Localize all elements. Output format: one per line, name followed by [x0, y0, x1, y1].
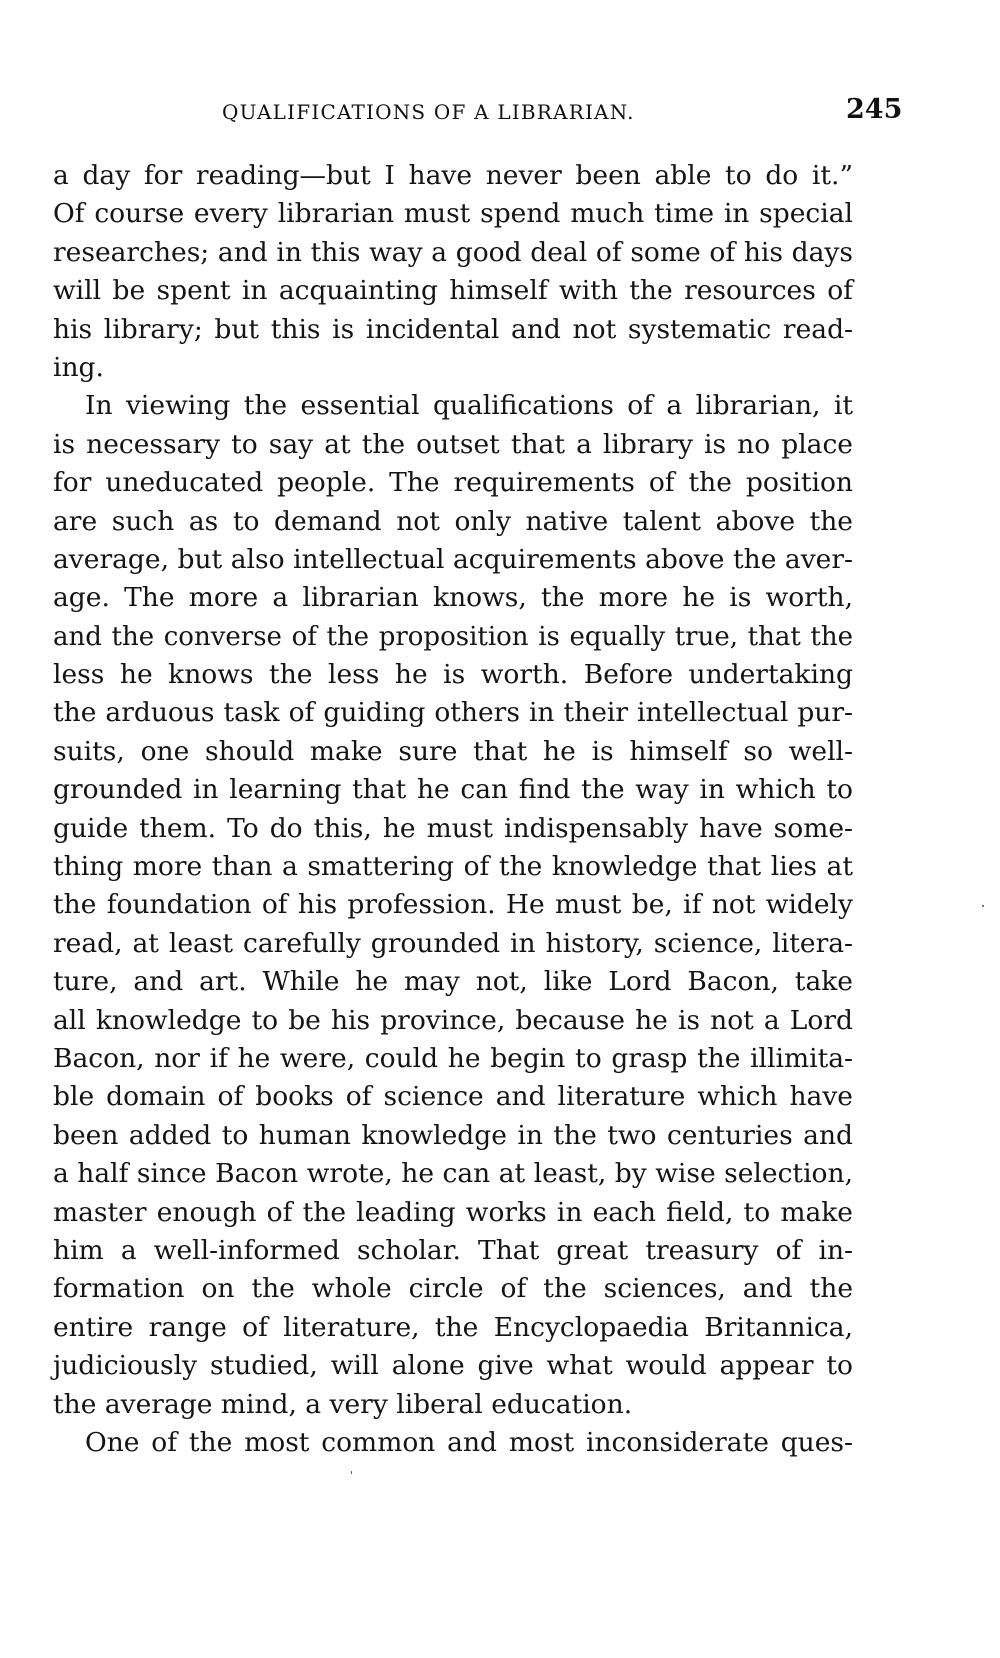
text-line: entire range of literature, the Encyclopaedia Britannica, [53, 1311, 853, 1343]
text-line: Bacon, nor if he were, could he begin to grasp the illimita- [53, 1042, 853, 1074]
text-line: the average mind, a very liberal education. [53, 1388, 633, 1420]
text-line: his library; but this is incidental and not systematic read- [53, 313, 853, 345]
page-number: 245 [846, 94, 903, 125]
text-line: researches; and in this way a good deal of some of his days [53, 236, 853, 268]
text-line: read, at least carefully grounded in history, science, litera- [53, 927, 853, 959]
text-line: all knowledge to be his province, because he is not a Lord [53, 1004, 853, 1036]
text-line: judiciously studied, will alone give what would appear to [53, 1350, 853, 1382]
scan-speck [351, 1471, 352, 1474]
text-line: thing more than a smattering of the knowledge that lies at [53, 851, 853, 883]
text-line: formation on the whole circle of the sciences, and the [53, 1273, 853, 1305]
text-line: less he knows the less he is worth. Before undertaking [53, 659, 853, 691]
text-line: will be spent in acquainting himself with the resources of [53, 275, 853, 307]
text-line: suits, one should make sure that he is himself so well- [53, 735, 853, 767]
text-line: master enough of the leading works in each field, to make [53, 1196, 853, 1228]
text-line: grounded in learning that he can find the way in which to [53, 774, 853, 806]
body-text [53, 157, 853, 1462]
text-line: age. The more a librarian knows, the more he is worth, [53, 582, 853, 614]
text-line: a day for reading—but I have never been able to do it.” [53, 160, 853, 191]
running-head [0, 94, 1000, 134]
text-line: guide them. To do this, he must indispensably have some- [53, 812, 853, 844]
text-line: are such as to demand not only native talent above the [53, 505, 853, 537]
text-line: average, but also intellectual acquirements above the aver- [53, 543, 853, 575]
text-line: ble domain of books of science and literature which have [53, 1081, 853, 1113]
text-line: for uneducated people. The requirements of the position [53, 467, 853, 499]
text-line: In viewing the essential qualifications of a librarian, it [85, 390, 853, 422]
text-line: ture, and art. While he may not, like Lord Bacon, take [53, 966, 853, 998]
text-line: a half since Bacon wrote, he can at least, by wise selection, [53, 1158, 853, 1190]
text-line: One of the most common and most inconsiderate ques- [85, 1426, 853, 1458]
running-title: QUALIFICATIONS OF A LIBRARIAN. [222, 100, 635, 124]
scan-speck [982, 905, 984, 907]
text-line: ing. [53, 351, 104, 383]
text-line: the arduous task of guiding others in their intellectual pur- [53, 697, 853, 729]
text-line: the foundation of his profession. He must be, if not widely [53, 889, 853, 921]
text-line: Of course every librarian must spend much time in special [53, 198, 853, 230]
text-line: is necessary to say at the outset that a library is no place [53, 428, 853, 460]
text-line: been added to human knowledge in the two centuries and [53, 1119, 853, 1151]
text-line: him a well-informed scholar. That great treasury of in- [53, 1234, 853, 1266]
text-line: and the converse of the proposition is equally true, that the [53, 621, 853, 652]
